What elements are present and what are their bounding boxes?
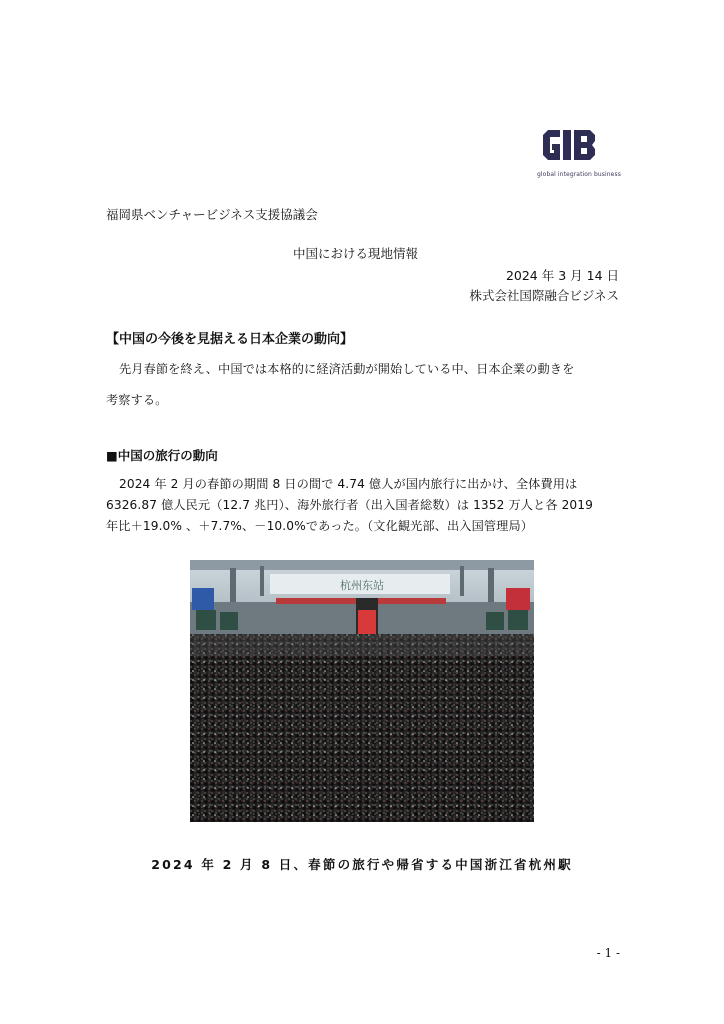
- gib-logo-mark: [540, 124, 600, 166]
- document-date: 2024 年 3 月 14 日: [505, 268, 619, 283]
- photo-caption: 2024 年 2 月 8 日、春節の旅行や帰省する中国浙江省杭州駅: [151, 857, 573, 872]
- travel-line: 年比＋19.0% 、＋7.7%、－10.0%であった。（文化観光部、出入国管理局）: [106, 519, 534, 533]
- company-name: 株式会社国際融合ビジネス: [469, 288, 619, 303]
- travel-heading: ■中国の旅行の動向: [106, 448, 218, 463]
- section-title: 【中国の今後を見据える日本企業の動向】: [106, 332, 354, 347]
- station-sign: 杭州东站: [340, 579, 384, 592]
- intro-line: 考察する。: [106, 393, 168, 407]
- document-title: 中国における現地情報: [293, 246, 419, 261]
- logo-caption: global integration business: [537, 171, 621, 178]
- recipient: 福岡県ベンチャービジネス支援協議会: [106, 207, 318, 222]
- travel-paragraph: [106, 474, 626, 537]
- page-number: - 1 -: [596, 946, 620, 960]
- travel-line: 2024 年 2 月の春節の期間 8 日の間で 4.74 億人が国内旅行に出かけ、全体費用は: [119, 477, 578, 491]
- travel-line: 6326.87 億人民元（12.7 兆円）、海外旅行者（出入国者総数）は 1352 万人と各 2019: [106, 498, 593, 512]
- intro-paragraph: [106, 359, 626, 411]
- intro-line: 先月春節を終え、中国では本格的に経済活動が開始している中、日本企業の動きを: [119, 362, 575, 376]
- company-logo: [537, 124, 621, 184]
- station-crowd-photo: [190, 560, 534, 822]
- station-crowd-illustration: [190, 560, 534, 822]
